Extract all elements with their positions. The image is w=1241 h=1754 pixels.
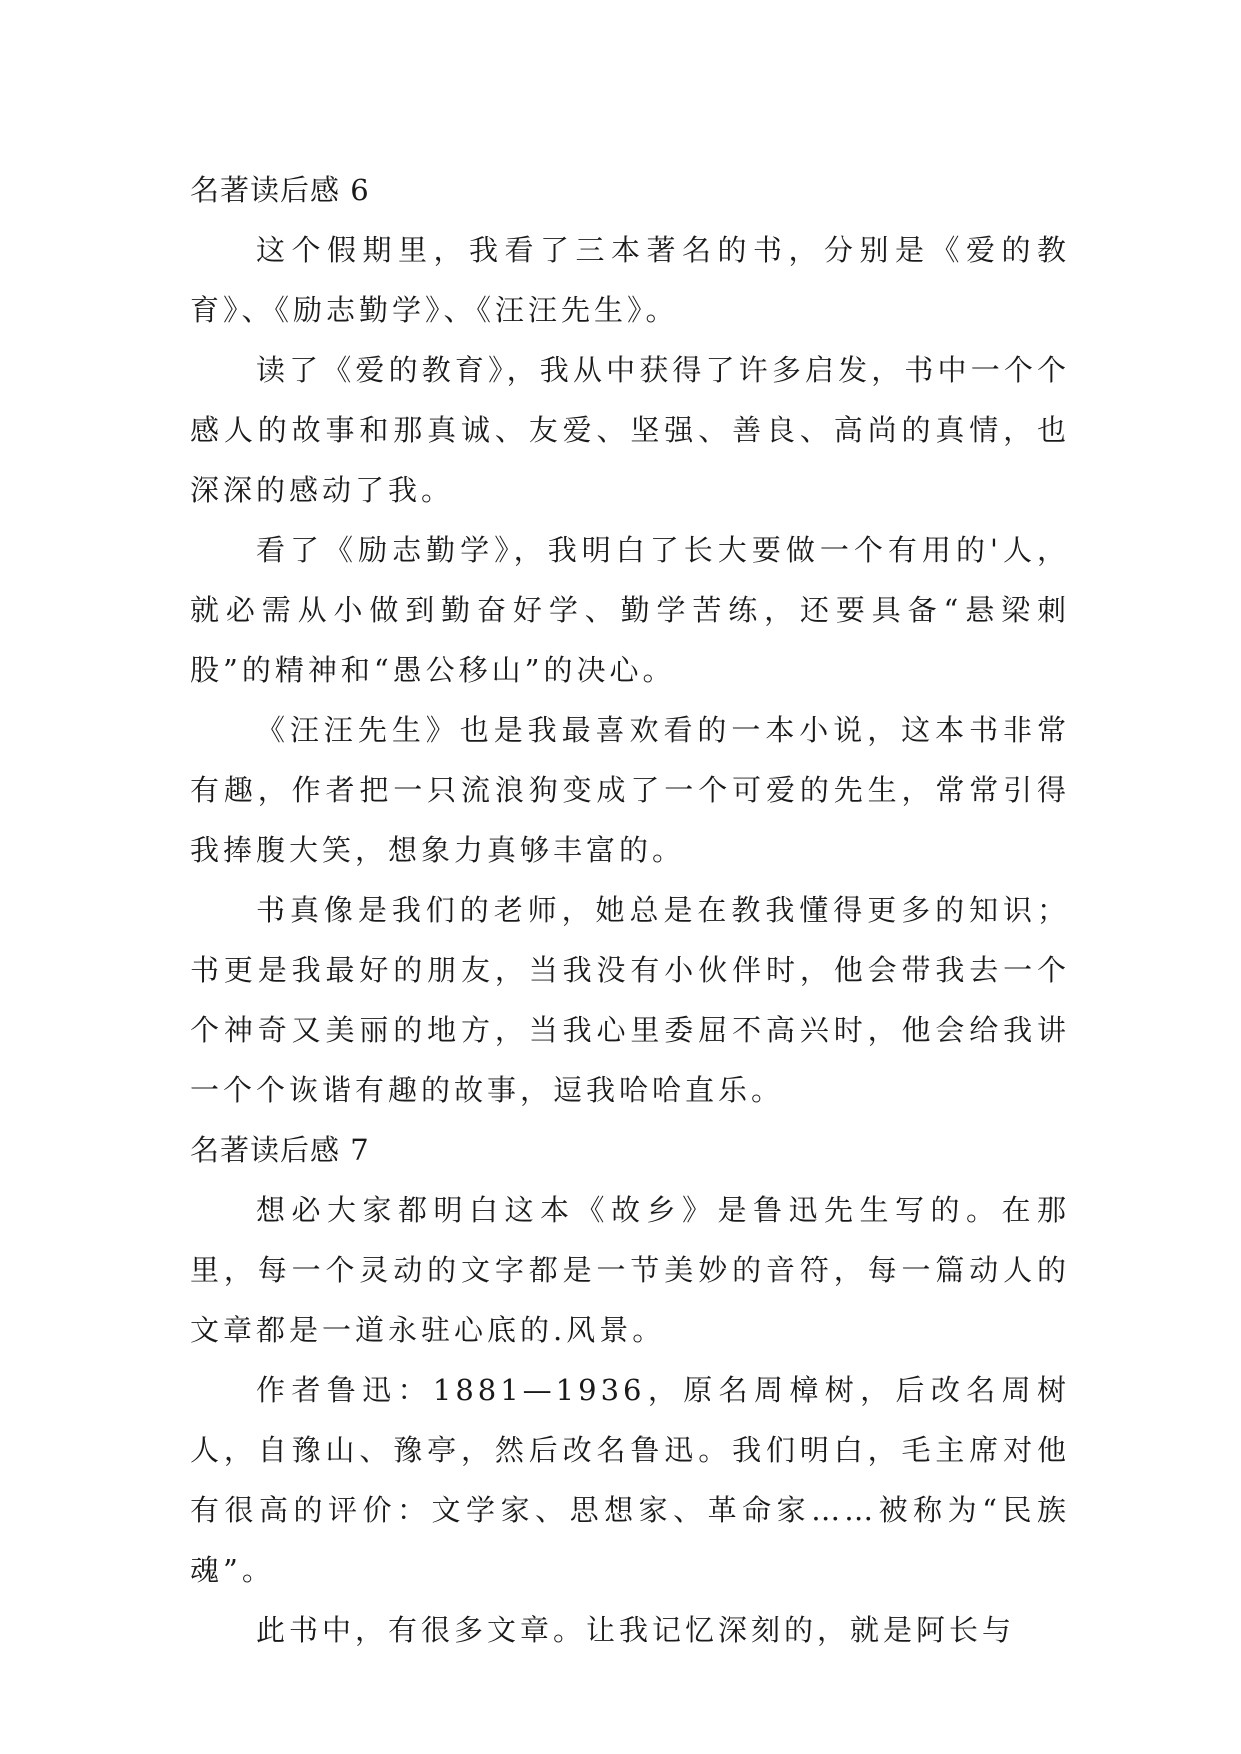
paragraph: 这个假期里，我看了三本著名的书，分别是《爱的教育》、《励志勤学》、《汪汪先生》。 <box>190 233 1070 327</box>
section-heading: 名著读后感 7 <box>190 1133 370 1167</box>
paragraph: 《汪汪先生》也是我最喜欢看的一本小说，这本书非常有趣，作者把一只流浪狗变成了一个可爱的先生，常常引得我捧腹大笑，想象力真够丰富的。 <box>190 713 1070 867</box>
paragraph: 想必大家都明白这本《故乡》是鲁迅先生写的。在那里，每一个灵动的文字都是一节美妙的音符，每一篇动人的文章都是一道永驻心底的.风景。 <box>190 1193 1070 1347</box>
paragraph: 看了《励志勤学》，我明白了长大要做一个有用的'人，就必需从小做到勤奋好学、勤学苦练，还要具备“悬梁刺股”的精神和“愚公移山”的决心。 <box>190 533 1070 687</box>
paragraph: 书真像是我们的老师，她总是在教我懂得更多的知识；书更是我最好的朋友，当我没有小伙伴时，他会带我去一个个神奇又美丽的地方，当我心里委屈不高兴时，他会给我讲一个个诙谐有趣的故事，逗我哈哈直乐。 <box>190 893 1070 1107</box>
essay-section-6 <box>190 160 1070 1120</box>
paragraph: 此书中，有很多文章。让我记忆深刻的，就是阿长与 <box>256 1613 1016 1647</box>
document-body <box>190 160 1070 1660</box>
section-heading: 名著读后感 6 <box>190 173 370 207</box>
essay-section-7 <box>190 1120 1070 1660</box>
paragraph: 作者鲁迅：1881—1936，原名周樟树，后改名周树人，自豫山、豫亭，然后改名鲁迅。我们明白，毛主席对他有很高的评价：文学家、思想家、革命家……被称为“民族魂”。 <box>190 1373 1070 1587</box>
paragraph: 读了《爱的教育》，我从中获得了许多启发，书中一个个感人的故事和那真诚、友爱、坚强、善良、高尚的真情，也深深的感动了我。 <box>190 353 1070 507</box>
